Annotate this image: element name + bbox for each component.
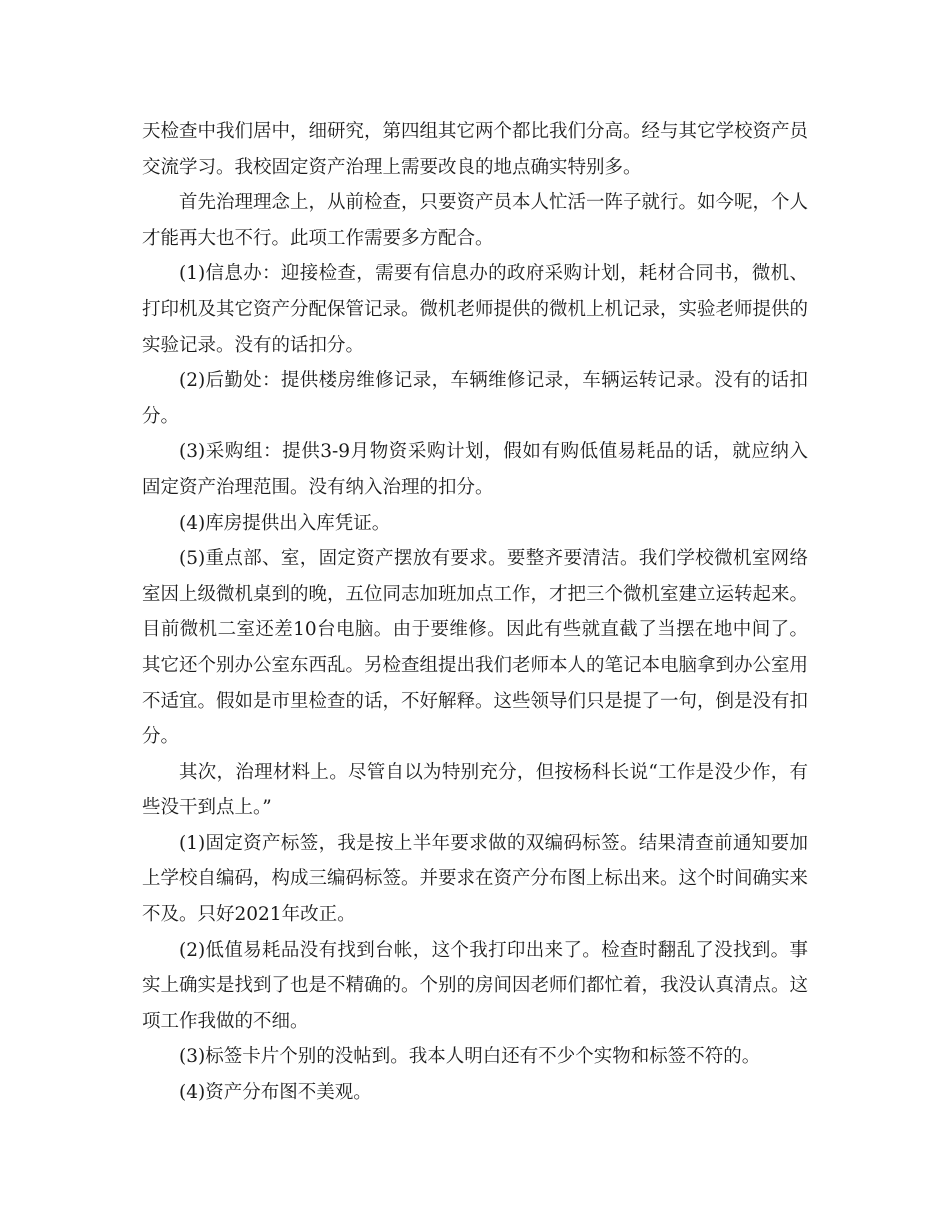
paragraph-1: 天检查中我们居中，细研究，第四组其它两个都比我们分高。经与其它学校资产员交流学习。我校固定资产治理上需要改良的地点确实特别多。 [142,121,809,178]
paragraph-2: 首先治理理念上，从前检查，只要资产员本人忙活一阵子就行。如今呢，个人才能再大也不行。此项工作需要多方配合。 [142,192,809,249]
paragraph-4: (2)后勤处：提供楼房维修记录，车辆维修记录，车辆运转记录。没有的话扣分。 [142,370,808,427]
paragraph-12: (4)资产分布图不美观。 [179,1082,372,1104]
paragraph-9: (1)固定资产标签，我是按上半年要求做的双编码标签。结果清查前通知要加上学校自编码，构成三编码标签。并要求在资产分布图上标出来。这个时间确实来不及。只好2021年改正。 [142,832,809,926]
paragraph-6: (4)库房提供出入库凭证。 [179,512,391,534]
paragraph-7: (5)重点部、室，固定资产摆放有要求。要整齐要清洁。我们学校微机室网络室因上级微机桌到的晚，五位同志加班加点工作，才把三个微机室建立运转起来。目前微机二室还差10台电脑。由于要维修。因此有些就直截了当摆在地中间了。其它还个别办公室东西乱。另检查组提出我们老师本人的笔记本电脑拿到办公室用不适宜。假如是市里检查的话，不好解释。这些领导们只是提了一句，倒是没有扣分。 [142,548,809,748]
paragraph-3: (1)信息办：迎接检查，需要有信息办的政府采购计划，耗材合同书，微机、打印机及其它资产分配保管记录。微机老师提供的微机上机记录，实验老师提供的实验记录。没有的话扣分。 [142,263,809,356]
document-body [142,114,808,1111]
paragraph-10: (2)低值易耗品没有找到台帐，这个我打印出来了。检查时翻乱了没找到。事实上确实是找到了也是不精确的。个别的房间因老师们都忙着，我没认真清点。这项工作我做的不细。 [142,939,809,1032]
paragraph-11: (3)标签卡片个别的没帖到。我本人明白还有不少个实物和标签不符的。 [179,1046,761,1068]
paragraph-8: 其次，治理材料上。尽管自以为特别充分，但按杨科长说“工作是没少作，有些没干到点上。” [142,761,808,819]
paragraph-5: (3)采购组：提供3-9月物资采购计划，假如有购低值易耗品的话，就应纳入固定资产治理范围。没有纳入治理的扣分。 [142,441,808,498]
